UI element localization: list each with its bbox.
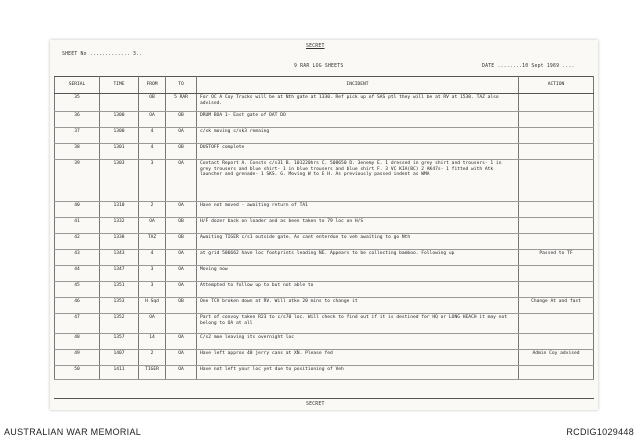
cell-time: 1332 bbox=[100, 218, 139, 234]
cell-to: OB bbox=[166, 144, 197, 160]
table-row bbox=[55, 366, 594, 380]
cell-serial: 49 bbox=[55, 350, 100, 366]
cell-incident: Moving now bbox=[197, 266, 519, 282]
sheet-number: SHEET No ............. 3.. bbox=[62, 52, 143, 57]
cell-from: OB bbox=[139, 94, 166, 112]
log-sheet-page bbox=[50, 40, 598, 410]
cell-to: OA bbox=[166, 128, 197, 144]
cell-incident: Attempted to follow up to but not able to bbox=[197, 282, 519, 298]
cell-to: OA bbox=[166, 350, 197, 366]
col-action: ACTION bbox=[519, 77, 594, 94]
cell-action bbox=[519, 144, 594, 160]
cell-incident: DUSTOFF complete bbox=[197, 144, 519, 160]
archive-footer bbox=[0, 422, 640, 440]
footer-institution: AUSTRALIAN WAR MEMORIAL bbox=[4, 427, 142, 437]
cell-action bbox=[519, 160, 594, 202]
cell-time: 1301 bbox=[100, 144, 139, 160]
table-header-row bbox=[55, 77, 594, 94]
cell-incident: Contact Report A. Consts c/s31 B. 101220hrs C. 508650 D. 3enemy E. 1 dressed in grey shirt and trousers- 1 in grey trousers and blue shirt- 1 in blue trousers and blue shirt F. 3 VC KIA(BC) 2 AK47s- 1 fitted with Atk launcher and grenade- 1 SKS. G. Moving W to E H. As previously passed indent as WMA bbox=[197, 160, 519, 202]
cell-action: Passed to TF bbox=[519, 250, 594, 266]
table-row bbox=[55, 218, 594, 234]
cell-time: 1407 bbox=[100, 350, 139, 366]
cell-to: 5 RAR bbox=[166, 94, 197, 112]
cell-from: 2 bbox=[139, 350, 166, 366]
cell-serial: 37 bbox=[55, 128, 100, 144]
cell-to: OB bbox=[166, 218, 197, 234]
cell-time: 1303 bbox=[100, 160, 139, 202]
cell-to: OA bbox=[166, 202, 197, 218]
classification-top: SECRET bbox=[306, 44, 325, 49]
col-from: FROM bbox=[139, 77, 166, 94]
cell-action: Change At and fast bbox=[519, 298, 594, 314]
classification-bottom: SECRET bbox=[306, 402, 325, 407]
footer-record-id: RCDIG1029448 bbox=[566, 427, 634, 437]
cell-incident: at grid 506662 have loc footprints leading NE. Appears to be collecting bamboo. Following up bbox=[197, 250, 519, 266]
cell-incident: For OC A Coy Trucks will be at Nth gate at 1330. Ref pick up of SAS ptl they will be at RV at 1530. TAZ also advised. bbox=[197, 94, 519, 112]
cell-from: TIGER bbox=[139, 366, 166, 380]
table-row bbox=[55, 282, 594, 298]
cell-serial: 45 bbox=[55, 282, 100, 298]
cell-incident: Part of convoy taken R23 to c/s70 loc. Will check to find out if it is destined for HQ or LONG HEACH it may not belong to OA at all bbox=[197, 314, 519, 334]
cell-time: 1300 bbox=[100, 128, 139, 144]
cell-from: OA bbox=[139, 314, 166, 334]
cell-time: 1347 bbox=[100, 266, 139, 282]
cell-action bbox=[519, 112, 594, 128]
log-table bbox=[54, 76, 594, 380]
cell-to: OA bbox=[166, 282, 197, 298]
cell-from: 4 bbox=[139, 250, 166, 266]
cell-action bbox=[519, 218, 594, 234]
cell-serial: 48 bbox=[55, 334, 100, 350]
cell-incident: Have not left your loc yet due to positioning of Veh bbox=[197, 366, 519, 380]
cell-to: OA bbox=[166, 266, 197, 282]
cell-serial: 38 bbox=[55, 144, 100, 160]
col-incident: INCIDENT bbox=[197, 77, 519, 94]
cell-time: 1351 bbox=[100, 282, 139, 298]
table-row bbox=[55, 298, 594, 314]
cell-from: OA bbox=[139, 218, 166, 234]
cell-action bbox=[519, 94, 594, 112]
table-row bbox=[55, 234, 594, 250]
table-row bbox=[55, 128, 594, 144]
cell-time: 1411 bbox=[100, 366, 139, 380]
cell-to: OB bbox=[166, 298, 197, 314]
cell-from: 3 bbox=[139, 160, 166, 202]
table-row bbox=[55, 160, 594, 202]
cell-from: TAZ bbox=[139, 234, 166, 250]
cell-from: 4 bbox=[139, 128, 166, 144]
table-row bbox=[55, 144, 594, 160]
cell-incident: C/s2 moe leaving its overnight loc bbox=[197, 334, 519, 350]
cell-action bbox=[519, 234, 594, 250]
cell-from: 2 bbox=[139, 202, 166, 218]
table-row bbox=[55, 350, 594, 366]
cell-serial: 47 bbox=[55, 314, 100, 334]
cell-action: Admin Coy advised bbox=[519, 350, 594, 366]
cell-from: H Sqd bbox=[139, 298, 166, 314]
cell-serial: 35 bbox=[55, 94, 100, 112]
col-to: TO bbox=[166, 77, 197, 94]
cell-to: OA bbox=[166, 366, 197, 380]
cell-time: 1353 bbox=[100, 298, 139, 314]
cell-action bbox=[519, 128, 594, 144]
cell-from: 3 bbox=[139, 266, 166, 282]
cell-to: OB bbox=[166, 112, 197, 128]
cell-time: 1310 bbox=[100, 202, 139, 218]
cell-to: OB bbox=[166, 234, 197, 250]
table-row bbox=[55, 112, 594, 128]
cell-serial: 43 bbox=[55, 250, 100, 266]
sheet-date: DATE ........10 Sept 1969 .... bbox=[482, 64, 575, 69]
cell-time: 1352 bbox=[100, 314, 139, 334]
table-row bbox=[55, 334, 594, 350]
cell-incident: Have left approx 40 jerry cans at XN. Please fed bbox=[197, 350, 519, 366]
cell-serial: 41 bbox=[55, 218, 100, 234]
cell-incident: H/F dozer back on loader and as been taken to 79 loc on H/S bbox=[197, 218, 519, 234]
cell-time: 1338 bbox=[100, 234, 139, 250]
table-row bbox=[55, 266, 594, 282]
table-row bbox=[55, 314, 594, 334]
cell-action bbox=[519, 266, 594, 282]
table-row bbox=[55, 250, 594, 266]
cell-to: OA bbox=[166, 250, 197, 266]
cell-serial: 40 bbox=[55, 202, 100, 218]
cell-from: 14 bbox=[139, 334, 166, 350]
cell-time: 1300 bbox=[100, 112, 139, 128]
cell-serial: 50 bbox=[55, 366, 100, 380]
cell-to bbox=[166, 314, 197, 334]
cell-to: OA bbox=[166, 160, 197, 202]
cell-incident: Awaiting TIGER c/s1 outside gate. As cant enterdue to veh awaiting to go Nth bbox=[197, 234, 519, 250]
table-row bbox=[55, 94, 594, 112]
cell-time: 1343 bbox=[100, 250, 139, 266]
cell-incident: One TCV broken down at RV. Will atke 20 mins to change it bbox=[197, 298, 519, 314]
cell-to: OA bbox=[166, 334, 197, 350]
cell-time: 1357 bbox=[100, 334, 139, 350]
table-body bbox=[55, 94, 594, 380]
cell-from: 4 bbox=[139, 144, 166, 160]
cell-time bbox=[100, 94, 139, 112]
col-serial: SERIAL bbox=[55, 77, 100, 94]
cell-from: 3 bbox=[139, 282, 166, 298]
table-bottom-rule bbox=[54, 398, 594, 399]
cell-action bbox=[519, 334, 594, 350]
cell-from: OA bbox=[139, 112, 166, 128]
cell-incident: Have not moved - awaiting return of TA1 bbox=[197, 202, 519, 218]
cell-incident: c/sk moving c/sk3 remaing bbox=[197, 128, 519, 144]
cell-action bbox=[519, 366, 594, 380]
cell-serial: 36 bbox=[55, 112, 100, 128]
log-title: 9 RAR LOG SHEETS bbox=[294, 64, 344, 69]
cell-serial: 39 bbox=[55, 160, 100, 202]
table-row bbox=[55, 202, 594, 218]
cell-serial: 42 bbox=[55, 234, 100, 250]
cell-serial: 44 bbox=[55, 266, 100, 282]
cell-action bbox=[519, 202, 594, 218]
cell-serial: 46 bbox=[55, 298, 100, 314]
cell-action bbox=[519, 282, 594, 298]
cell-action bbox=[519, 314, 594, 334]
col-time: TIME bbox=[100, 77, 139, 94]
cell-incident: DRUM BOA 1- East gate of DAT DO bbox=[197, 112, 519, 128]
